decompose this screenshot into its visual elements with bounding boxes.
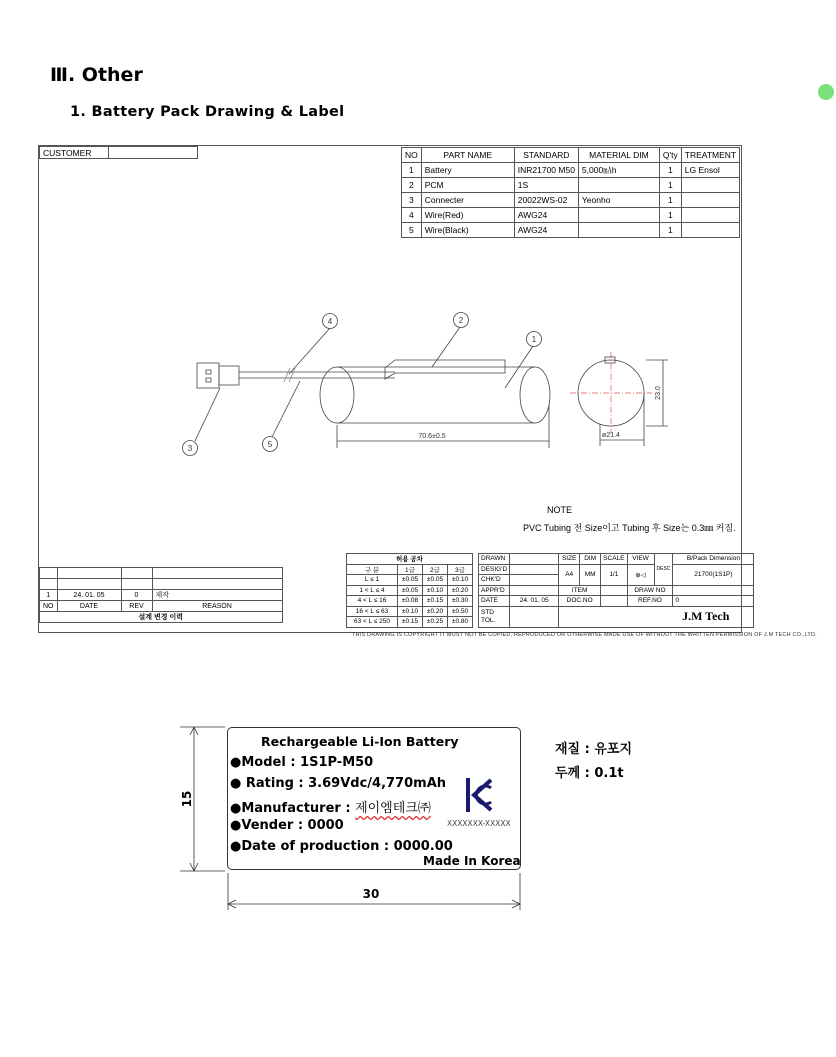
cell: DATE bbox=[479, 596, 510, 607]
tol-label: TOL. bbox=[481, 616, 496, 624]
callout-label: 1 bbox=[531, 335, 537, 344]
cell: AWG24 bbox=[514, 208, 578, 223]
note-text: PVC Tubing 전 Size이고 Tubing 후 Size는 0.3㎜ 커짐. bbox=[523, 523, 736, 533]
projection-icon: ⊕◁ bbox=[627, 564, 654, 585]
callout-label: 5 bbox=[267, 440, 273, 449]
label-vender: ●Vender : 0000 bbox=[230, 818, 344, 833]
cell: ±0.05 bbox=[398, 575, 423, 586]
cell: DOC.NO bbox=[559, 596, 601, 607]
col-material: MATERIAL DIM bbox=[578, 148, 659, 163]
cell: Wire(Black) bbox=[421, 223, 514, 238]
col-qty: Q'ty bbox=[659, 148, 681, 163]
cell: 1S bbox=[514, 178, 578, 193]
cert-number: XXXXXXX-XXXXX bbox=[447, 819, 511, 828]
bpack-value: 21700(1S1P) bbox=[673, 564, 754, 585]
copyright-notice: THIS DRAWING IS COPYRIGHT IT MUST NOT BE COPIED, REPRODUCED OR OTHERWISE MADE USE OF WITHOUT THE WRITTEN PERMISSION OF J.M TECH CO.,LTD. bbox=[352, 632, 817, 638]
cell bbox=[601, 585, 627, 596]
cell: 4 < L ≤ 16 bbox=[347, 596, 398, 607]
cell: APPR'D bbox=[479, 585, 510, 596]
revision-table bbox=[39, 567, 283, 623]
cell: DESIG'D bbox=[479, 564, 510, 575]
col-standard: STANDARD bbox=[514, 148, 578, 163]
cell: INR21700 M50 bbox=[514, 163, 578, 178]
cell bbox=[121, 568, 152, 579]
cell: SCALE bbox=[601, 554, 627, 565]
cell: 0 bbox=[673, 596, 754, 607]
cell: ±0.20 bbox=[448, 585, 473, 596]
table-row bbox=[40, 590, 283, 601]
label-model: ●Model : 1S1P-M50 bbox=[230, 755, 374, 770]
callout-label: 4 bbox=[327, 317, 333, 326]
cell: 구 분 bbox=[347, 564, 398, 575]
col-treatment: TREATMENT bbox=[681, 148, 739, 163]
tolerance-table bbox=[346, 553, 473, 628]
note-title: NOTE bbox=[547, 505, 573, 515]
cell: REASON bbox=[152, 601, 282, 612]
cell bbox=[510, 606, 559, 627]
cell: 1 bbox=[402, 163, 422, 178]
cell: A4 bbox=[559, 564, 580, 585]
cell: 4 bbox=[402, 208, 422, 223]
label-width-dim: 30 bbox=[362, 887, 380, 901]
table-row bbox=[347, 606, 473, 617]
cell: DATE bbox=[57, 601, 121, 612]
label-height-dim: 15 bbox=[180, 790, 194, 808]
cell: 1 < L ≤ 4 bbox=[347, 585, 398, 596]
table-row bbox=[347, 617, 473, 628]
callout-label: 2 bbox=[458, 316, 464, 325]
cell: 0 bbox=[121, 590, 152, 601]
cell: DIM bbox=[580, 554, 601, 565]
cell bbox=[510, 575, 559, 586]
connector-shape bbox=[197, 363, 219, 388]
cell: 2급 bbox=[423, 564, 448, 575]
cell: ±0.10 bbox=[448, 575, 473, 586]
label-manufacturer bbox=[230, 797, 431, 816]
cell bbox=[510, 554, 559, 565]
title-block bbox=[478, 553, 754, 628]
cell bbox=[510, 564, 559, 575]
cell: 20022WS-02 bbox=[514, 193, 578, 208]
cell-end-left bbox=[320, 367, 354, 423]
material-spec: 재질 : 유포지 bbox=[555, 742, 633, 757]
cell: Connecter bbox=[421, 193, 514, 208]
cell: DESC bbox=[654, 554, 673, 586]
cell: REF.NO bbox=[627, 596, 673, 607]
cell: PCM bbox=[421, 178, 514, 193]
cell: Yeonho bbox=[578, 193, 659, 208]
cell: ±0.10 bbox=[398, 606, 423, 617]
cell: ±0.25 bbox=[423, 617, 448, 628]
cell: 1 bbox=[659, 223, 681, 238]
cell bbox=[40, 579, 58, 590]
bpack-label: B/Pack Dimension bbox=[673, 554, 754, 565]
label-rating: ● Rating : 3.69Vdc/4,770mAh bbox=[230, 776, 447, 791]
manufacturer-name: 제이엠테크㈜ bbox=[355, 801, 431, 816]
revision-footer: 설계 변경 이력 bbox=[40, 612, 283, 623]
subsection-title: 1. Battery Pack Drawing & Label bbox=[70, 104, 345, 120]
cell: LG Ensol bbox=[681, 163, 739, 178]
cell: 2 bbox=[402, 178, 422, 193]
cell: 63 < L ≤ 250 bbox=[347, 617, 398, 628]
cell: ±0.05 bbox=[423, 575, 448, 586]
cell bbox=[152, 568, 282, 579]
cell: 제작 bbox=[152, 590, 282, 601]
cell: 1 bbox=[659, 163, 681, 178]
cell: ±0.20 bbox=[423, 606, 448, 617]
revision-header-row bbox=[40, 601, 283, 612]
cell: 5,000㎃h bbox=[578, 163, 659, 178]
customer-label: CUSTOMER bbox=[40, 147, 109, 159]
cell bbox=[152, 579, 282, 590]
cell: CHK'D bbox=[479, 575, 510, 586]
cell: ±0.05 bbox=[398, 585, 423, 596]
cell: 3급 bbox=[448, 564, 473, 575]
cell bbox=[510, 585, 559, 596]
cell: 24. 01. 05 bbox=[510, 596, 559, 607]
product-label bbox=[227, 727, 521, 870]
cell bbox=[57, 579, 121, 590]
cell: 24. 01. 05 bbox=[57, 590, 121, 601]
cell bbox=[673, 585, 754, 596]
cell: 5 bbox=[402, 223, 422, 238]
cell: MM bbox=[580, 564, 601, 585]
thickness-spec: 두께 : 0.1t bbox=[555, 766, 624, 781]
tolerance-title: 허용 공차 bbox=[347, 554, 473, 565]
cell: 1 bbox=[659, 193, 681, 208]
height-dimension: 23.0 bbox=[655, 386, 662, 400]
section-title: Ⅲ. Other bbox=[50, 64, 143, 86]
cell: REV bbox=[121, 601, 152, 612]
cell: ±0.08 bbox=[398, 596, 423, 607]
cell: 1 bbox=[659, 208, 681, 223]
cell: SIZE bbox=[559, 554, 580, 565]
cell: AWG24 bbox=[514, 223, 578, 238]
cell: 1/1 bbox=[601, 564, 627, 585]
cell: Wire(Red) bbox=[421, 208, 514, 223]
cell: 1급 bbox=[398, 564, 423, 575]
cell-end-right bbox=[520, 367, 550, 423]
col-no: NO bbox=[402, 148, 422, 163]
cell: DRAWN bbox=[479, 554, 510, 565]
cell: 1 bbox=[659, 178, 681, 193]
cell: Battery bbox=[421, 163, 514, 178]
cell: L ≤ 1 bbox=[347, 575, 398, 586]
cell bbox=[57, 568, 121, 579]
cell: ±0.10 bbox=[423, 585, 448, 596]
cell: ±0.30 bbox=[448, 596, 473, 607]
cell: ±0.15 bbox=[423, 596, 448, 607]
cell bbox=[479, 606, 510, 627]
cell: ±0.15 bbox=[398, 617, 423, 628]
label-origin: Made In Korea bbox=[423, 854, 521, 868]
label-title: Rechargeable Li-Ion Battery bbox=[261, 734, 459, 749]
pcm-strip bbox=[385, 360, 505, 379]
cell bbox=[601, 596, 627, 607]
cell: VIEW bbox=[627, 554, 654, 565]
cell: ±0.50 bbox=[448, 606, 473, 617]
cell: 3 bbox=[402, 193, 422, 208]
callout-label: 3 bbox=[187, 444, 193, 453]
kc-mark-icon bbox=[464, 776, 494, 814]
cell: 1 bbox=[40, 590, 58, 601]
table-row bbox=[347, 575, 473, 586]
cell bbox=[121, 579, 152, 590]
cell: ITEM bbox=[559, 585, 601, 596]
label-date: ●Date of production : 0000.00 bbox=[230, 839, 453, 854]
cell-body bbox=[337, 367, 535, 423]
cell: DRAW NO bbox=[627, 585, 673, 596]
col-part-name: PART NAME bbox=[421, 148, 514, 163]
cell: NO bbox=[40, 601, 58, 612]
std-label: STD bbox=[481, 608, 494, 616]
table-row bbox=[347, 585, 473, 596]
cell bbox=[40, 568, 58, 579]
cell: ±0.80 bbox=[448, 617, 473, 628]
length-dimension: 70.6±0.5 bbox=[418, 433, 446, 440]
table-row bbox=[347, 596, 473, 607]
diameter-dimension: ø21.4 bbox=[602, 432, 620, 439]
manufacturer-prefix: ●Manufacturer : bbox=[230, 801, 356, 816]
company-name: J.M Tech bbox=[559, 606, 754, 627]
cell: 16 < L ≤ 63 bbox=[347, 606, 398, 617]
